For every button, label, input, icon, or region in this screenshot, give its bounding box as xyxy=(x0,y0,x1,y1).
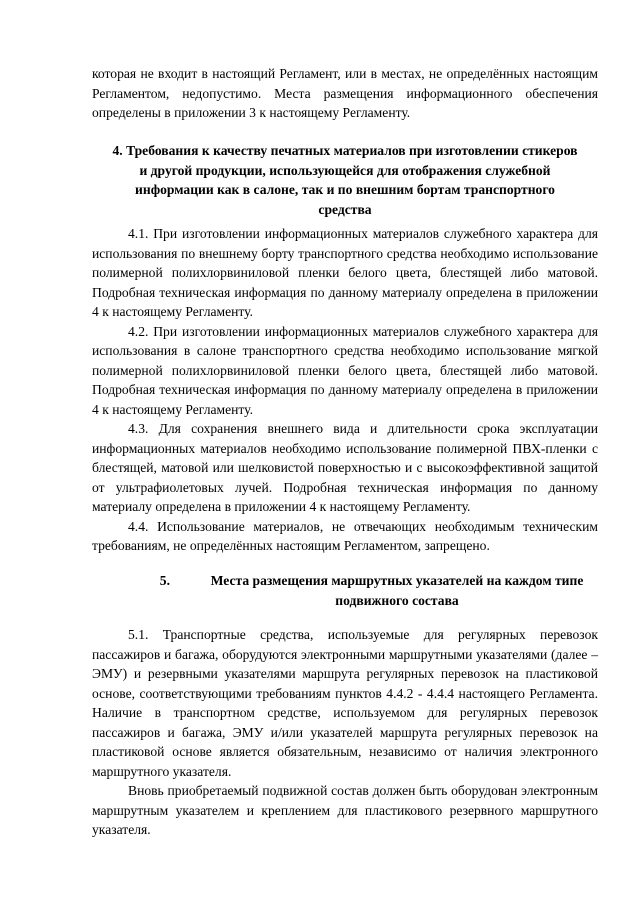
section-4-heading: 4. Требования к качеству печатных материалов при изготовлении стикеров и другой продукции, использующейся для отображения служебной информации как в салоне, так и по внешним бортам транспортного средства xyxy=(112,143,578,217)
intro-paragraph xyxy=(92,64,598,123)
section-5-body xyxy=(92,625,598,840)
section-4-body xyxy=(92,224,598,556)
section-5-heading: Места размещения маршрутных указателей на каждом типе подвижного состава xyxy=(210,573,584,608)
section-5-heading-block xyxy=(92,571,598,610)
paragraph-4-4: 4.4. Использование материалов, не отвечающих необходимым техническим требованиям, не определённых настоящим Регламентом, запрещено. xyxy=(92,518,598,553)
section-5-number: 5. xyxy=(159,573,170,588)
paragraph-4-2: 4.2. При изготовлении информационных материалов служебного характера для использования в салоне транспортного средства необходимо использование мягкой полимерной полихлорвиниловой пленки белого цвета, блестящей либо матовой. Подробная техническая информация по данному материалу определена в приложении 4 к настоящему Регламенту. xyxy=(92,323,598,417)
paragraph-4-1: 4.1. При изготовлении информационных материалов служебного характера для использования по внешнему борту транспортного средства необходимо использование полимерной полихлорвиниловой пленки белого цвета, блестящей либо матовой. Подробная техническая информация по данному материалу определена в приложении 4 к настоящему Регламенту. xyxy=(92,226,598,319)
paragraph-5-1: 5.1. Транспортные средства, используемые для регулярных перевозок пассажиров и багажа, оборудуются электронными маршрутными указателями (далее – ЭМУ) и резервными указателями маршрута регулярных перевозок на пластиковой основе, соответствующими требованиям пунктов 4.4.2 - 4.4.4 настоящего Регламента. Наличие в транспортном средстве, используемом для регулярных перевозок пассажиров и багажа, ЭМУ и/или указателей маршрута регулярных перевозок на пластиковой основе является обязательным, независимо от наличия электронного маршрутного указателя. xyxy=(92,627,598,779)
section-4-heading-block xyxy=(108,141,582,219)
paragraph-4-3: 4.3. Для сохранения внешнего вида и длительности срока эксплуатации информационных материалов необходимо использование полимерной ПВХ-пленки с блестящей, матовой или шелковистой поверхностью и с высокоэффективной защитой от ультрафиолетовых лучей. Подробная техническая информация по данному материалу определена в приложении 4 к настоящему Регламенту. xyxy=(92,421,598,514)
intro-text: которая не входит в настоящий Регламент, или в местах, не определённых настоящим Регламентом, недопустимо. Места размещения информационного обеспечения определены в приложении 3 к настоящему Регламенту. xyxy=(92,66,598,120)
paragraph-5-2: Вновь приобретаемый подвижной состав должен быть оборудован электронным маршрутным указателем и креплением для пластикового резервного маршрутного указателя. xyxy=(92,783,598,837)
